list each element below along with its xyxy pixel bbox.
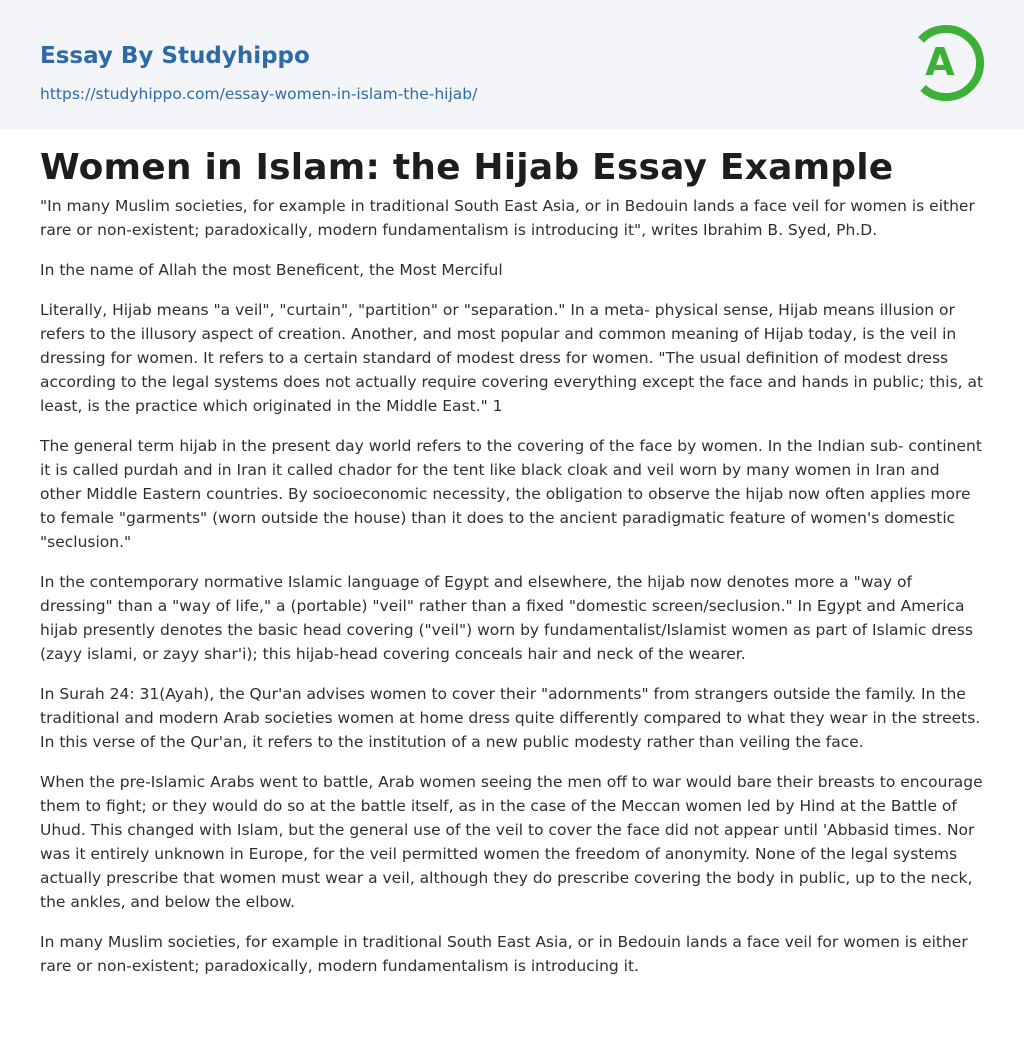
essay-paragraph: In the name of Allah the most Beneficent, the Most Merciful: [40, 261, 503, 279]
essay-paragraph: Literally, Hijab means "a veil", "curtain", "partition" or "separation." In a meta- physical sense, Hijab means illusion or refers to the illusory aspect of creation. Another, and most popular and common meaning of Hijab today, is the veil in dressing for women. It refers to a certain standard of modest dress for women. "The usual definition of modest dress according to the legal systems does not actually require covering everything except the face and hands in public; this, at least, is the practice which originated in the Middle East." 1: [40, 301, 984, 415]
essay-paragraph: The general term hijab in the present day world refers to the covering of the face by women. In the Indian sub- continent it is called purdah and in Iran it called chador for the tent like black cloak and veil worn by many women in Iran and other Middle Eastern countries. By socioeconomic necessity, the obligation to observe the hijab now often applies more to female "garments" (worn outside the house) than it does to the ancient paradigmatic feature of women's domestic "seclusion.": [40, 437, 982, 551]
essay-paragraph: In the contemporary normative Islamic language of Egypt and elsewhere, the hijab now denotes more a "way of dressing" than a "way of life," a (portable) "veil" rather than a fixed "domestic screen/seclusion." In Egypt and America hijab presently denotes the basic head covering ("veil") worn by fundamentalist/Islamist women as part of Islamic dress (zayy islami, or zayy shar'i); this hijab-head covering conceals hair and neck of the wearer.: [40, 573, 973, 663]
essay-paragraph: "In many Muslim societies, for example in traditional South East Asia, or in Bedouin lands a face veil for women is either rare or non-existent; paradoxically, modern fundamentalism is introducing it", writes Ibrahim B. Syed, Ph.D.: [40, 197, 975, 239]
essay-paragraph: When the pre-Islamic Arabs went to battle, Arab women seeing the men off to war would bare their breasts to encourage them to fight; or they would do so at the battle itself, as in the case of the Meccan women led by Hind at the Battle of Uhud. This changed with Islam, but the general use of the veil to cover the face did not appear until 'Abbasid times. Nor was it entirely unknown in Europe, for the veil permitted women the freedom of anonymity. None of the legal systems actually prescribe that women must wear a veil, although they do prescribe covering the body in public, up to the neck, the ankles, and below the elbow.: [40, 773, 983, 911]
site-brand[interactable]: Essay By Studyhippo: [40, 43, 310, 69]
logo-letter: A: [925, 40, 955, 84]
essay-paragraph: In many Muslim societies, for example in traditional South East Asia, or in Bedouin lands a face veil for women is either rare or non-existent; paradoxically, modern fundamentalism is introducing it.: [40, 933, 968, 975]
essay-body: [40, 194, 984, 994]
article-title: Women in Islam: the Hijab Essay Example: [40, 147, 894, 188]
source-url-link[interactable]: https://studyhippo.com/essay-women-in-islam-the-hijab/: [40, 85, 478, 103]
studyhippo-logo-icon[interactable]: [911, 18, 987, 108]
essay-paragraph: In Surah 24: 31(Ayah), the Qur'an advises women to cover their "adornments" from strangers outside the family. In the traditional and modern Arab societies women at home dress quite differently compared to what they wear in the streets. In this verse of the Qur'an, it refers to the institution of a new public modesty rather than veiling the face.: [40, 685, 981, 751]
